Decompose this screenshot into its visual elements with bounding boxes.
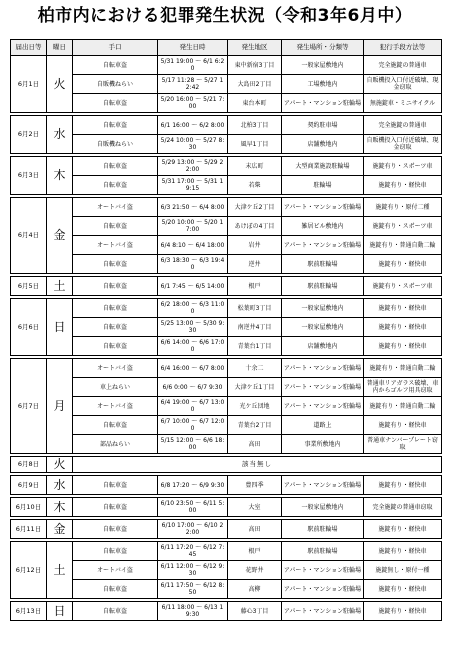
- district-cell: 大津ケ丘2丁目: [228, 198, 282, 217]
- table-row: [11, 255, 442, 274]
- method-cell: 自転車盗: [73, 176, 158, 195]
- table-row: [11, 75, 442, 94]
- table-row: [11, 337, 442, 356]
- table-header-row: [11, 40, 442, 56]
- method-cell: 自転車盗: [73, 277, 158, 296]
- datetime-cell: 5/24 10:00 ～ 5/27 8:30: [158, 135, 228, 154]
- modus-cell: 普通車リアガラス破壊、車内からゴルフ用具窃取: [364, 378, 442, 397]
- district-cell: 高田: [228, 520, 282, 539]
- weekday: 水: [47, 476, 73, 495]
- table-row: [11, 236, 442, 255]
- method-cell: オートバイ盗: [73, 561, 158, 580]
- location-cell: 一般家屋敷地内: [282, 56, 364, 75]
- district-cell: 十余二: [228, 359, 282, 378]
- datetime-cell: 6/4 19:00 ～ 6/7 13:00: [158, 397, 228, 416]
- location-cell: 店舗敷地内: [282, 337, 364, 356]
- location-cell: アパート・マンション駐輪場: [282, 378, 364, 397]
- district-cell: 高柳: [228, 580, 282, 599]
- table-row: [11, 435, 442, 454]
- header-district: 発生地区: [228, 40, 282, 56]
- modus-cell: 施錠有り・スポーツ車: [364, 277, 442, 296]
- header-weekday: 曜日: [47, 40, 73, 56]
- table-row: [11, 498, 442, 517]
- method-cell: 自転車盗: [73, 157, 158, 176]
- method-cell: 自転車盗: [73, 476, 158, 495]
- modus-cell: 施錠有り・軽快車: [364, 299, 442, 318]
- modus-cell: 施錠有り・軽快車: [364, 255, 442, 274]
- district-cell: 東中新宿3丁目: [228, 56, 282, 75]
- modus-cell: 施錠有り・普通自動二輪: [364, 359, 442, 378]
- table-row: [11, 318, 442, 337]
- weekday: 金: [47, 198, 73, 274]
- district-cell: 青葉台2丁目: [228, 416, 282, 435]
- table-row: [11, 217, 442, 236]
- weekday: 木: [47, 498, 73, 517]
- location-cell: 駅前駐輪場: [282, 277, 364, 296]
- report-date: 6月4日: [11, 198, 47, 274]
- location-cell: アパート・マンション駐輪場: [282, 602, 364, 621]
- datetime-cell: 6/2 18:00 ～ 6/3 11:00: [158, 299, 228, 318]
- district-cell: 大島田2丁目: [228, 75, 282, 94]
- district-cell: 逆井: [228, 255, 282, 274]
- report-date: 6月3日: [11, 157, 47, 195]
- datetime-cell: 5/31 17:00 ～ 5/31 19:15: [158, 176, 228, 195]
- datetime-cell: 5/17 11:28 ～ 5/27 12:42: [158, 75, 228, 94]
- method-cell: 自転車盗: [73, 520, 158, 539]
- modus-cell: 施錠有り・軽快車: [364, 476, 442, 495]
- district-cell: 南逆井4丁目: [228, 318, 282, 337]
- district-cell: 風早1丁目: [228, 135, 282, 154]
- location-cell: 駐輪場: [282, 176, 364, 195]
- report-date: 6月13日: [11, 602, 47, 621]
- header-datetime: 発生日時: [158, 40, 228, 56]
- table-body: [11, 56, 442, 621]
- page-title: 柏市内における犯罪発生状況（令和3年6月中）: [37, 6, 413, 26]
- method-cell: 自転車盗: [73, 116, 158, 135]
- table-row: [11, 176, 442, 195]
- district-cell: 藤心3丁目: [228, 602, 282, 621]
- datetime-cell: 6/11 12:00 ～ 6/12 9:30: [158, 561, 228, 580]
- weekday: 火: [47, 457, 73, 473]
- table-row: [11, 135, 442, 154]
- weekday: 火: [47, 56, 73, 113]
- datetime-cell: 6/1 16:00 ～ 6/2 8:00: [158, 116, 228, 135]
- location-cell: 工場敷地内: [282, 75, 364, 94]
- modus-cell: 施錠有り・軽快車: [364, 176, 442, 195]
- modus-cell: 普通車ナンバープレート窃取: [364, 435, 442, 454]
- table-row: [11, 580, 442, 599]
- district-cell: 根戸: [228, 277, 282, 296]
- method-cell: オートバイ盗: [73, 198, 158, 217]
- district-cell: 花野井: [228, 561, 282, 580]
- modus-cell: 完全施錠の普通車: [364, 116, 442, 135]
- datetime-cell: 5/20 10:00 ～ 5/20 17:00: [158, 217, 228, 236]
- table-row: [11, 520, 442, 539]
- modus-cell: 完全施錠の普通車窃取: [364, 498, 442, 517]
- header-location: 発生場所・分類等: [282, 40, 364, 56]
- method-cell: 車上ねらい: [73, 378, 158, 397]
- district-cell: 大津ケ丘1丁目: [228, 378, 282, 397]
- modus-cell: 施錠有り・軽快車: [364, 542, 442, 561]
- location-cell: アパート・マンション駐輪場: [282, 561, 364, 580]
- district-cell: 北柏3丁目: [228, 116, 282, 135]
- header-method: 手口: [73, 40, 158, 56]
- datetime-cell: 6/6 14:00 ～ 6/6 17:00: [158, 337, 228, 356]
- district-cell: 東台本町: [228, 94, 282, 113]
- no-incident-note: 該当無し: [73, 457, 442, 473]
- crime-report-table: [10, 39, 442, 621]
- report-date: 6月12日: [11, 542, 47, 599]
- modus-cell: 施錠有り・軽快車: [364, 580, 442, 599]
- method-cell: 部品ねらい: [73, 435, 158, 454]
- location-cell: 一般家屋敷地内: [282, 299, 364, 318]
- modus-cell: 施錠有り・軽快車: [364, 318, 442, 337]
- modus-cell: 施錠有り・軽快車: [364, 337, 442, 356]
- method-cell: オートバイ盗: [73, 236, 158, 255]
- method-cell: 自販機ねらい: [73, 75, 158, 94]
- district-cell: 松葉町3丁目: [228, 299, 282, 318]
- report-date: 6月10日: [11, 498, 47, 517]
- weekday: 木: [47, 157, 73, 195]
- table-row: [11, 116, 442, 135]
- modus-cell: 施錠無し・原付一種: [364, 561, 442, 580]
- datetime-cell: 6/8 17:20 ～ 6/9 9:30: [158, 476, 228, 495]
- location-cell: アパート・マンション駐輪場: [282, 198, 364, 217]
- method-cell: 自転車盗: [73, 416, 158, 435]
- method-cell: 自転車盗: [73, 255, 158, 274]
- location-cell: 店舗敷地内: [282, 135, 364, 154]
- table-row: [11, 56, 442, 75]
- weekday: 土: [47, 277, 73, 296]
- datetime-cell: 6/4 8:10 ～ 6/4 18:00: [158, 236, 228, 255]
- table-row: [11, 359, 442, 378]
- method-cell: 自転車盗: [73, 217, 158, 236]
- modus-cell: 施錠有り・スポーツ車: [364, 217, 442, 236]
- table-row: [11, 397, 442, 416]
- district-cell: 若柴: [228, 176, 282, 195]
- datetime-cell: 5/20 16:00 ～ 5/21 7:00: [158, 94, 228, 113]
- modus-cell: 施錠有り・軽快車: [364, 520, 442, 539]
- table-row: [11, 561, 442, 580]
- method-cell: 自転車盗: [73, 299, 158, 318]
- modus-cell: 施錠有り・普通自動二輪: [364, 236, 442, 255]
- weekday: 日: [47, 299, 73, 356]
- weekday: 土: [47, 542, 73, 599]
- location-cell: 駅前駐輪場: [282, 255, 364, 274]
- location-cell: アパート・マンション駐輪場: [282, 580, 364, 599]
- table-row: [11, 198, 442, 217]
- modus-cell: 施錠有り・普通自動二輪: [364, 397, 442, 416]
- modus-cell: 自販機投入口付近破壊、現金窃取: [364, 75, 442, 94]
- location-cell: 駅前駐輪場: [282, 520, 364, 539]
- district-cell: 大室: [228, 498, 282, 517]
- datetime-cell: 6/3 21:50 ～ 6/4 8:00: [158, 198, 228, 217]
- modus-cell: 施錠有り・軽快車: [364, 602, 442, 621]
- datetime-cell: 6/11 17:20 ～ 6/12 7:45: [158, 542, 228, 561]
- modus-cell: 自販機投入口付近破壊、現金窃取: [364, 135, 442, 154]
- report-date: 6月8日: [11, 457, 47, 473]
- modus-cell: 施錠有り・スポーツ車: [364, 157, 442, 176]
- method-cell: 自転車盗: [73, 94, 158, 113]
- table-row: [11, 299, 442, 318]
- weekday: 日: [47, 602, 73, 621]
- district-cell: 青葉台1丁目: [228, 337, 282, 356]
- district-cell: 根戸: [228, 542, 282, 561]
- modus-cell: 無施錠車・ミニサイクル: [364, 94, 442, 113]
- table-row: [11, 602, 442, 621]
- method-cell: 自転車盗: [73, 542, 158, 561]
- location-cell: 事業所敷地内: [282, 435, 364, 454]
- datetime-cell: 6/7 10:00 ～ 6/7 12:00: [158, 416, 228, 435]
- header-modus: 犯行手段方法等: [364, 40, 442, 56]
- table-row: [11, 157, 442, 176]
- datetime-cell: 6/10 23:50 ～ 6/11 5:00: [158, 498, 228, 517]
- report-date: 6月9日: [11, 476, 47, 495]
- datetime-cell: 5/29 13:00 ～ 5/29 22:00: [158, 157, 228, 176]
- report-date: 6月2日: [11, 116, 47, 154]
- datetime-cell: 6/11 17:50 ～ 6/12 8:50: [158, 580, 228, 599]
- report-date: 6月11日: [11, 520, 47, 539]
- location-cell: 雑居ビル敷地内: [282, 217, 364, 236]
- location-cell: アパート・マンション駐輪場: [282, 94, 364, 113]
- modus-cell: 施錠有り・軽快車: [364, 416, 442, 435]
- location-cell: 道路上: [282, 416, 364, 435]
- datetime-cell: 6/11 18:00 ～ 6/13 19:30: [158, 602, 228, 621]
- modus-cell: 完全施錠の普通車: [364, 56, 442, 75]
- modus-cell: 施錠有り・原付二種: [364, 198, 442, 217]
- district-cell: 末広町: [228, 157, 282, 176]
- location-cell: アパート・マンション駐輪場: [282, 236, 364, 255]
- report-date: 6月6日: [11, 299, 47, 356]
- datetime-cell: 5/15 12:00 ～ 6/6 18:00: [158, 435, 228, 454]
- method-cell: 自転車盗: [73, 498, 158, 517]
- table-row: [11, 277, 442, 296]
- method-cell: オートバイ盗: [73, 397, 158, 416]
- table-row: [11, 416, 442, 435]
- location-cell: アパート・マンション駐輪場: [282, 397, 364, 416]
- weekday: 月: [47, 359, 73, 454]
- district-cell: あけぼの4丁目: [228, 217, 282, 236]
- method-cell: オートバイ盗: [73, 359, 158, 378]
- datetime-cell: 5/25 13:00 ～ 5/30 9:30: [158, 318, 228, 337]
- report-date: 6月5日: [11, 277, 47, 296]
- datetime-cell: 6/4 16:00 ～ 6/7 8:00: [158, 359, 228, 378]
- datetime-cell: 6/1 7:45 ～ 6/5 14:00: [158, 277, 228, 296]
- location-cell: 大型商業施設駐輪場: [282, 157, 364, 176]
- weekday: 水: [47, 116, 73, 154]
- table-row: [11, 378, 442, 397]
- method-cell: 自転車盗: [73, 337, 158, 356]
- table-row: [11, 476, 442, 495]
- method-cell: 自転車盗: [73, 318, 158, 337]
- location-cell: 契約駐車場: [282, 116, 364, 135]
- method-cell: 自転車盗: [73, 602, 158, 621]
- datetime-cell: 5/31 19:00 ～ 6/1 6:20: [158, 56, 228, 75]
- location-cell: 一般家屋敷地内: [282, 498, 364, 517]
- report-date: 6月7日: [11, 359, 47, 454]
- table-row: [11, 542, 442, 561]
- table-row: [11, 94, 442, 113]
- district-cell: 豊四季: [228, 476, 282, 495]
- report-date: 6月1日: [11, 56, 47, 113]
- location-cell: 駅前駐輪場: [282, 542, 364, 561]
- table-row: [11, 457, 442, 473]
- district-cell: 光ケ丘団地: [228, 397, 282, 416]
- location-cell: 一般家屋敷地内: [282, 318, 364, 337]
- datetime-cell: 6/10 17:00 ～ 6/10 22:00: [158, 520, 228, 539]
- header-report-date: 届出日等: [11, 40, 47, 56]
- method-cell: 自転車盗: [73, 580, 158, 599]
- district-cell: 高田: [228, 435, 282, 454]
- weekday: 金: [47, 520, 73, 539]
- method-cell: 自転車盗: [73, 56, 158, 75]
- location-cell: アパート・マンション駐輪場: [282, 359, 364, 378]
- district-cell: 岩井: [228, 236, 282, 255]
- method-cell: 自販機ねらい: [73, 135, 158, 154]
- datetime-cell: 6/6 0:00 ～ 6/7 9:30: [158, 378, 228, 397]
- location-cell: アパート・マンション駐輪場: [282, 476, 364, 495]
- datetime-cell: 6/3 18:30 ～ 6/3 19:40: [158, 255, 228, 274]
